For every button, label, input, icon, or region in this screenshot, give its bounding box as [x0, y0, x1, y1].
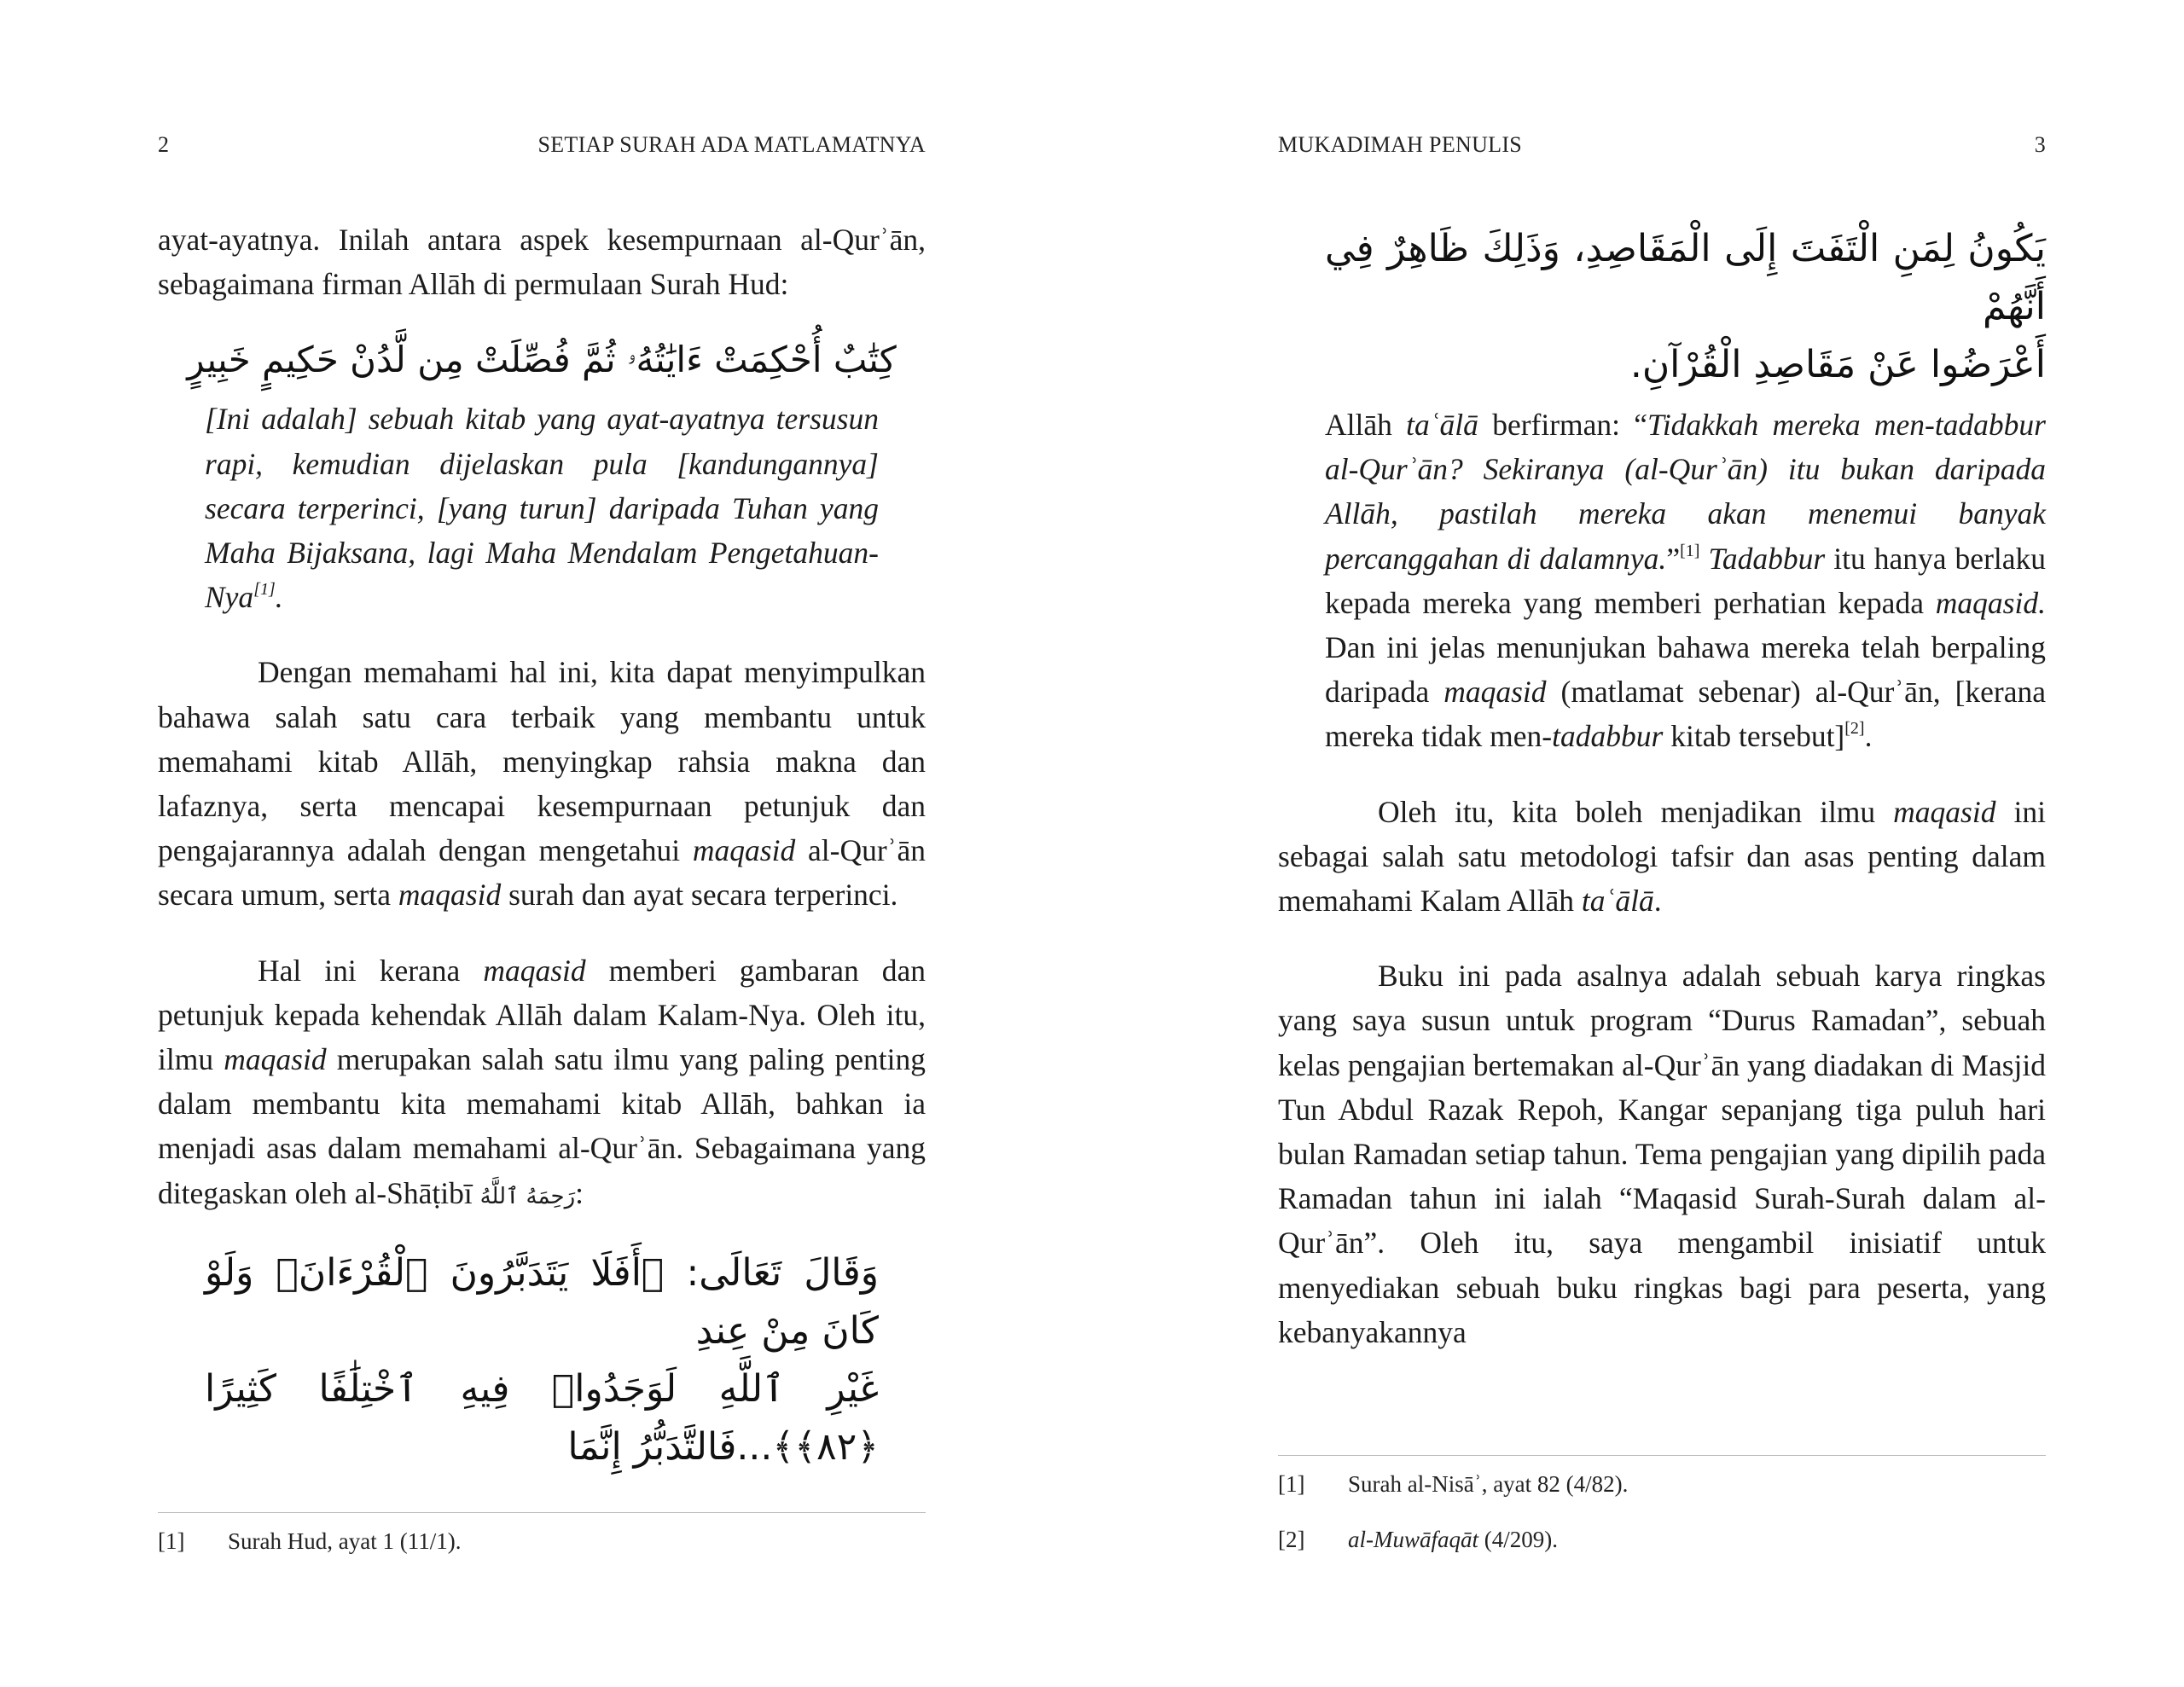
right-running-title: MUKADIMAH PENULIS: [1278, 132, 1523, 157]
right-body: [1278, 220, 2046, 1354]
right-page-number: 3: [2034, 132, 2046, 157]
right-paragraph-2: Oleh itu, kita boleh menjadikan ilmu maqasid ini sebagai salah satu metodologi tafsir dan asas penting dalam memahami Kalam Allāh taʿālā.: [1278, 794, 2046, 919]
footnote-ref[interactable]: [2]: [1844, 719, 1865, 739]
right-page: [1278, 0, 2046, 1687]
honorific-glyph: رَحِمَهُ ٱللَّهُ: [479, 1183, 576, 1209]
right-footnotes: [1278, 1455, 2046, 1553]
left-paragraph-3: Hal ini kerana maqasid memberi gambaran dan petunjuk kepada kehendak Allāh dalam Kalam-Nya. Oleh itu, ilmu maqasid merupakan salah satu ilmu yang paling penting dalam membantu kita memahami kitab Allāh, bahkan ia menjadi asas dalam memahami al-Qurʾān. Sebagaimana yang ditegaskan oleh al-Shāṭibī رَحِمَهُ ٱللَّهُ:: [158, 953, 926, 1210]
footnote-ref[interactable]: [1]: [253, 580, 276, 600]
quran-verse-hud: كِتَٰبٌ أُحْكِمَتْ ءَايَٰتُهُۥ ثُمَّ فُصِّلَتْ مِن لَّدُنْ حَكِيمٍ خَبِيرٍ: [187, 339, 897, 381]
shatibi-arabic-continuation: يَكُونُ لِمَنِ الْتَفَتَ إِلَى الْمَقَاصِدِ، وَذَلِكَ ظَاهِرٌ فِي أَنَّهُمْ أَعْرَضُوا عَنْ مَقَاصِدِ الْقُرْآنِ.: [1325, 227, 2046, 386]
left-body: [158, 217, 926, 1476]
verse-translation-quote: [Ini adalah] sebuah kitab yang ayat-ayatnya tersusun rapi, kemudian dijelaskan pula [kandungannya] secara terperinci, [yang turun] daripada Tuhan yang Maha Bijaksana, lagi Maha Mendalam Pengetahuan-Nya[1].: [205, 402, 879, 615]
footnote-divider: [158, 1512, 926, 1513]
right-running-head: [1278, 132, 2046, 158]
right-paragraph-3: Buku ini pada asalnya adalah sebuah karya ringkas yang saya susun untuk program “Durus Ramadan”, sebuah kelas pengajian bertemakan al-Qurʾān yang diadakan di Masjid Tun Abdul Razak Repoh, Kangar sepanjang tiga puluh hari bulan Ramadan setiap tahun. Tema pengajian yang dipilih pada Ramadan tahun ini ialah “Maqasid Surah-Surah dalam al-Qurʾān”. Oleh itu, saya mengambil inisiatif untuk menyediakan sebuah buku ringkas bagi para peserta, yang kebanyakannya: [1278, 959, 2046, 1349]
footnote-item: [2] al-Muwāfaqāt (4/209).: [1278, 1527, 1558, 1552]
footnote-divider: [1278, 1455, 2046, 1456]
left-running-title: SETIAP SURAH ADA MATLAMATNYA: [537, 132, 926, 157]
shatibi-arabic-quote: وَقَالَ تَعَالَى: ﴿أَفَلَا يَتَدَبَّرُونَ ٱلْقُرْءَانَۚ وَلَوْ كَانَ مِنْ عِندِ غَيْرِ ٱللَّهِ لَوَجَدُوا۟ فِيهِ ٱخْتِلَٰفًا كَثِيرًا ﴿٨٢﴾﴾...فَالتَّدَبُّرُ إِنَّمَا: [205, 1250, 879, 1469]
footnote-ref[interactable]: [1]: [1680, 541, 1700, 560]
left-page: [158, 0, 926, 1687]
left-paragraph-1: ayat-ayatnya. Inilah antara aspek kesempurnaan al-Qurʾān, sebagaimana firman Allāh di permulaan Surah Hud:: [158, 223, 926, 302]
footnote-item: [1] Surah al-Nisāʾ, ayat 82 (4/82).: [1278, 1471, 1629, 1497]
left-paragraph-2: Dengan memahami hal ini, kita dapat menyimpulkan bahawa salah satu cara terbaik yang membantu untuk memahami kitab Allāh, menyingkap rahsia makna dan lafaznya, serta mencapai kesempurnaan petunjuk dan pengajarannya adalah dengan mengetahui maqasid al-Qurʾān secara umum, serta maqasid surah dan ayat secara terperinci.: [158, 655, 926, 913]
right-paragraph-1: Allāh taʿālā berfirman: “Tidakkah mereka men-tadabbur al-Qurʾān? Sekiranya (al-Qurʾān) itu bukan daripada Allāh, pastilah mereka akan menemui banyak percanggahan di dalamnya.”[1] Tadabbur itu hanya berlaku kepada mereka yang memberi perhatian kepada maqasid. Dan ini jelas menunjukan bahawa mereka telah berpaling daripada maqasid (matlamat sebenar) al-Qurʾān, [kerana mereka tidak men-tadabbur kitab tersebut][2].: [1325, 408, 2047, 754]
footnote-item: [1] Surah Hud, ayat 1 (11/1).: [158, 1528, 462, 1554]
left-footnotes: [158, 1512, 926, 1555]
left-running-head: [158, 132, 926, 158]
left-page-number: 2: [158, 132, 170, 157]
